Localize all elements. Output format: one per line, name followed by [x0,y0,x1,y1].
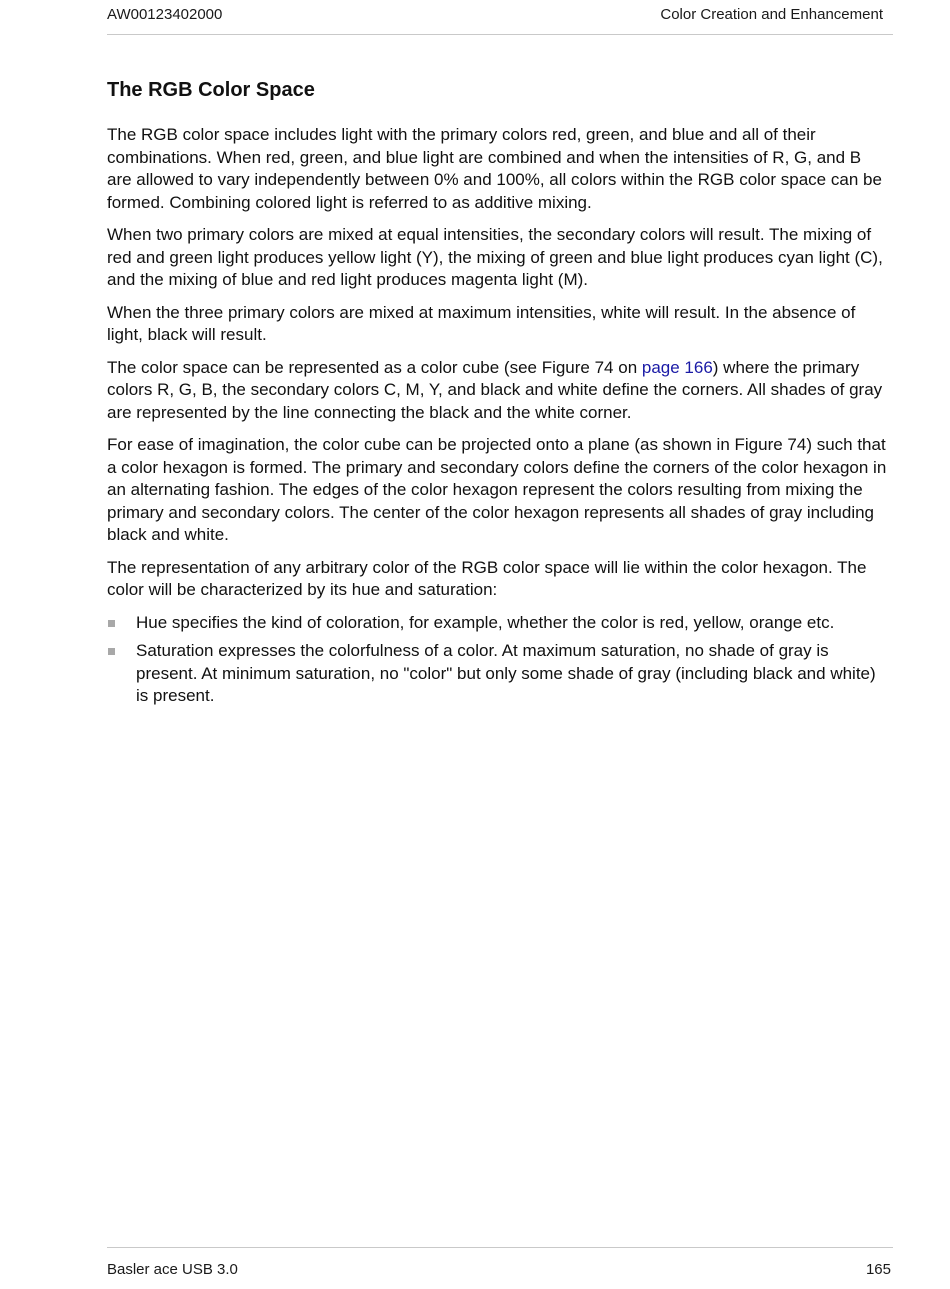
section-title: The RGB Color Space [107,79,315,101]
bullet-text-hue: Hue specifies the kind of coloration, for example, whether the color is red, yellow, orange etc. [136,612,835,632]
list-item-hue [107,612,889,635]
paragraph-color-cube [107,357,889,425]
page-166-link[interactable]: page 166 [641,357,713,377]
paragraph-hue-saturation-intro: The representation of any arbitrary color of the RGB color space will lie within the color hexagon. The color will be characterized by its hue and saturation: [107,557,867,599]
bullet-text-saturation: Saturation expresses the colorfulness of a color. At maximum saturation, no shade of gray is present. At minimum saturation, no "color" but only some shade of gray (including black and white) is present. [136,641,876,705]
paragraph-color-cube-text-after: ) where the primary colors R, G, B, the secondary colors C, M, Y, and black and white define the corners. All shades of gray are represented by the line connecting the black and the white corner. [107,357,883,422]
list-item-saturation [107,640,889,708]
page-content [107,76,889,714]
page-footer [107,1247,893,1287]
paragraph-color-cube-text-before: The color space can be represented as a color cube (see Figure 74 on [107,357,642,377]
square-bullet-icon [108,620,115,627]
page-header [107,0,893,35]
paragraph-secondary-colors: When two primary colors are mixed at equal intensities, the secondary colors will result. The mixing of red and green light produces yellow light (Y), the mixing of green and blue light produces cyan light (C), and the mixing of blue and red light produces magenta light (M). [107,225,883,289]
product-name: Basler ace USB 3.0 [107,1261,238,1278]
paragraph-white-black: When the three primary colors are mixed at maximum intensities, white will result. In the absence of light, black will result. [107,302,856,344]
document-id: AW00123402000 [107,6,223,23]
page-number: 165 [865,1261,891,1278]
square-bullet-icon [108,648,115,655]
paragraph-color-hexagon: For ease of imagination, the color cube can be projected onto a plane (as shown in Figure 74) such that a color hexagon is formed. The primary and secondary colors define the corners of the color hexagon in an alternating fashion. The edges of the color hexagon represent the colors resulting from mixing the primary and secondary colors. The center of the color hexagon represents all shades of gray including black and white. [107,435,887,544]
chapter-title: Color Creation and Enhancement [660,6,883,23]
paragraph-rgb-intro: The RGB color space includes light with the primary colors red, green, and blue and all of their combinations. When red, green, and blue light are combined and when the intensities of R, G, and B are allowed to vary independently between 0% and 100%, all colors within the RGB color space can be formed. Combining colored light is referred to as additive mixing. [107,125,882,212]
bullet-list [107,612,889,708]
